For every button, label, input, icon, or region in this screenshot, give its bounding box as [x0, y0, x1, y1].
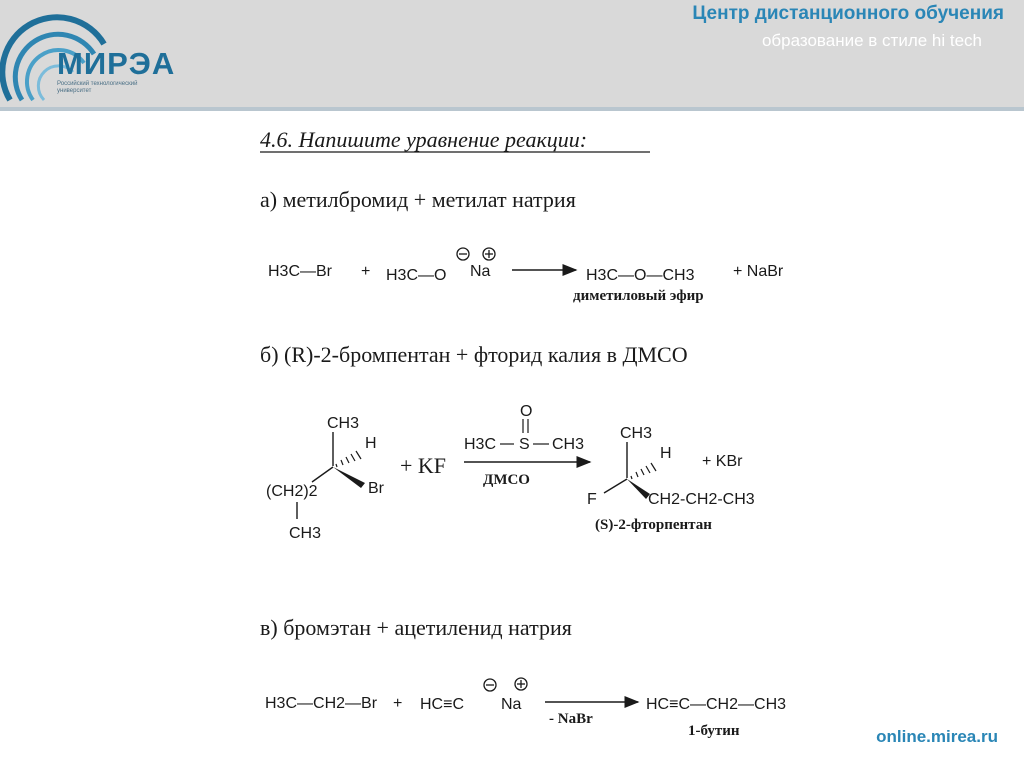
- prod-hashed-wedge-bond: [631, 463, 656, 479]
- footer-url-link[interactable]: online.mirea.ru: [876, 727, 998, 746]
- positive-charge-icon: [515, 678, 527, 690]
- part-a-label: а) метилбромид + метилат натрия: [260, 187, 576, 212]
- reaction-c-bromoethane: H3C—CH2—Br: [265, 695, 378, 712]
- reaction-c-plus: +: [393, 695, 403, 712]
- reaction-c-arrow-label: - NaBr: [549, 711, 593, 727]
- reaction-a-sodium: Na: [470, 263, 491, 280]
- reaction-b-ch3-bottom: CH3: [289, 525, 322, 542]
- negative-charge-icon: [457, 248, 469, 260]
- part-b-label: б) (R)-2-бромпентан + фторид калия в ДМСО: [260, 342, 688, 367]
- reaction-b-prod-f: F: [587, 491, 597, 508]
- logo-wordmark: МИРЭА: [57, 46, 176, 81]
- reaction-b-dmso-right: CH3: [552, 436, 585, 453]
- prod-bond-f: [604, 479, 627, 493]
- center-title: Центр дистанционного обучения: [692, 3, 1004, 24]
- bold-wedge-bond: [333, 467, 365, 488]
- reaction-b-dmso-o: O: [520, 403, 533, 420]
- center-subtitle: образование в стиле hi tech: [761, 31, 982, 50]
- reaction-b-h: H: [365, 435, 377, 452]
- reaction-a-product-name: диметиловый эфир: [573, 288, 704, 304]
- reaction-b-dmso-left: H3C: [464, 436, 497, 453]
- reaction-b-prod-h: H: [660, 445, 672, 462]
- reaction-c-sodium: Na: [501, 696, 522, 713]
- reaction-b-bond-chain: [312, 467, 333, 482]
- reaction-a-byproduct: + NaBr: [733, 263, 784, 280]
- reaction-b-prod-ch3: CH3: [620, 425, 653, 442]
- reaction-b-br: Br: [368, 480, 384, 497]
- reaction-b-ch3-top: CH3: [327, 415, 360, 432]
- reaction-a-methyl-bromide: H3C—Br: [268, 263, 333, 280]
- prod-bold-wedge-bond: [627, 479, 650, 499]
- reaction-b-ch2-chain: (CH2)2: [266, 483, 318, 500]
- hashed-wedge-bond: [336, 451, 361, 467]
- reaction-c-acetylide: HC≡C: [420, 696, 464, 713]
- reaction-b-dmso-s: S: [519, 436, 530, 453]
- reaction-a-product: H3C—O—CH3: [586, 267, 695, 284]
- reaction-b-arrow-label: ДМСО: [483, 472, 530, 488]
- reaction-a-methoxide: H3C—O: [386, 267, 447, 284]
- reaction-b-prod-chain: CH2-CH2-CH3: [648, 491, 755, 508]
- positive-charge-icon: [483, 248, 495, 260]
- negative-charge-icon: [484, 679, 496, 691]
- task-title: 4.6. Напишите уравнение реакции:: [260, 127, 588, 152]
- reaction-b-product-name: (S)-2-фторпентан: [595, 517, 712, 533]
- reaction-b-byproduct: + KBr: [702, 453, 743, 470]
- reaction-a-plus: +: [361, 263, 371, 280]
- part-c-label: в) бромэтан + ацетиленид натрия: [260, 615, 572, 640]
- reaction-c-product-name: 1-бутин: [688, 723, 740, 739]
- logo-subtitle: Российский технологический университет: [57, 81, 138, 94]
- reaction-b-reagent: + KF: [400, 453, 447, 478]
- reaction-c-product: HC≡C—CH2—CH3: [646, 696, 787, 713]
